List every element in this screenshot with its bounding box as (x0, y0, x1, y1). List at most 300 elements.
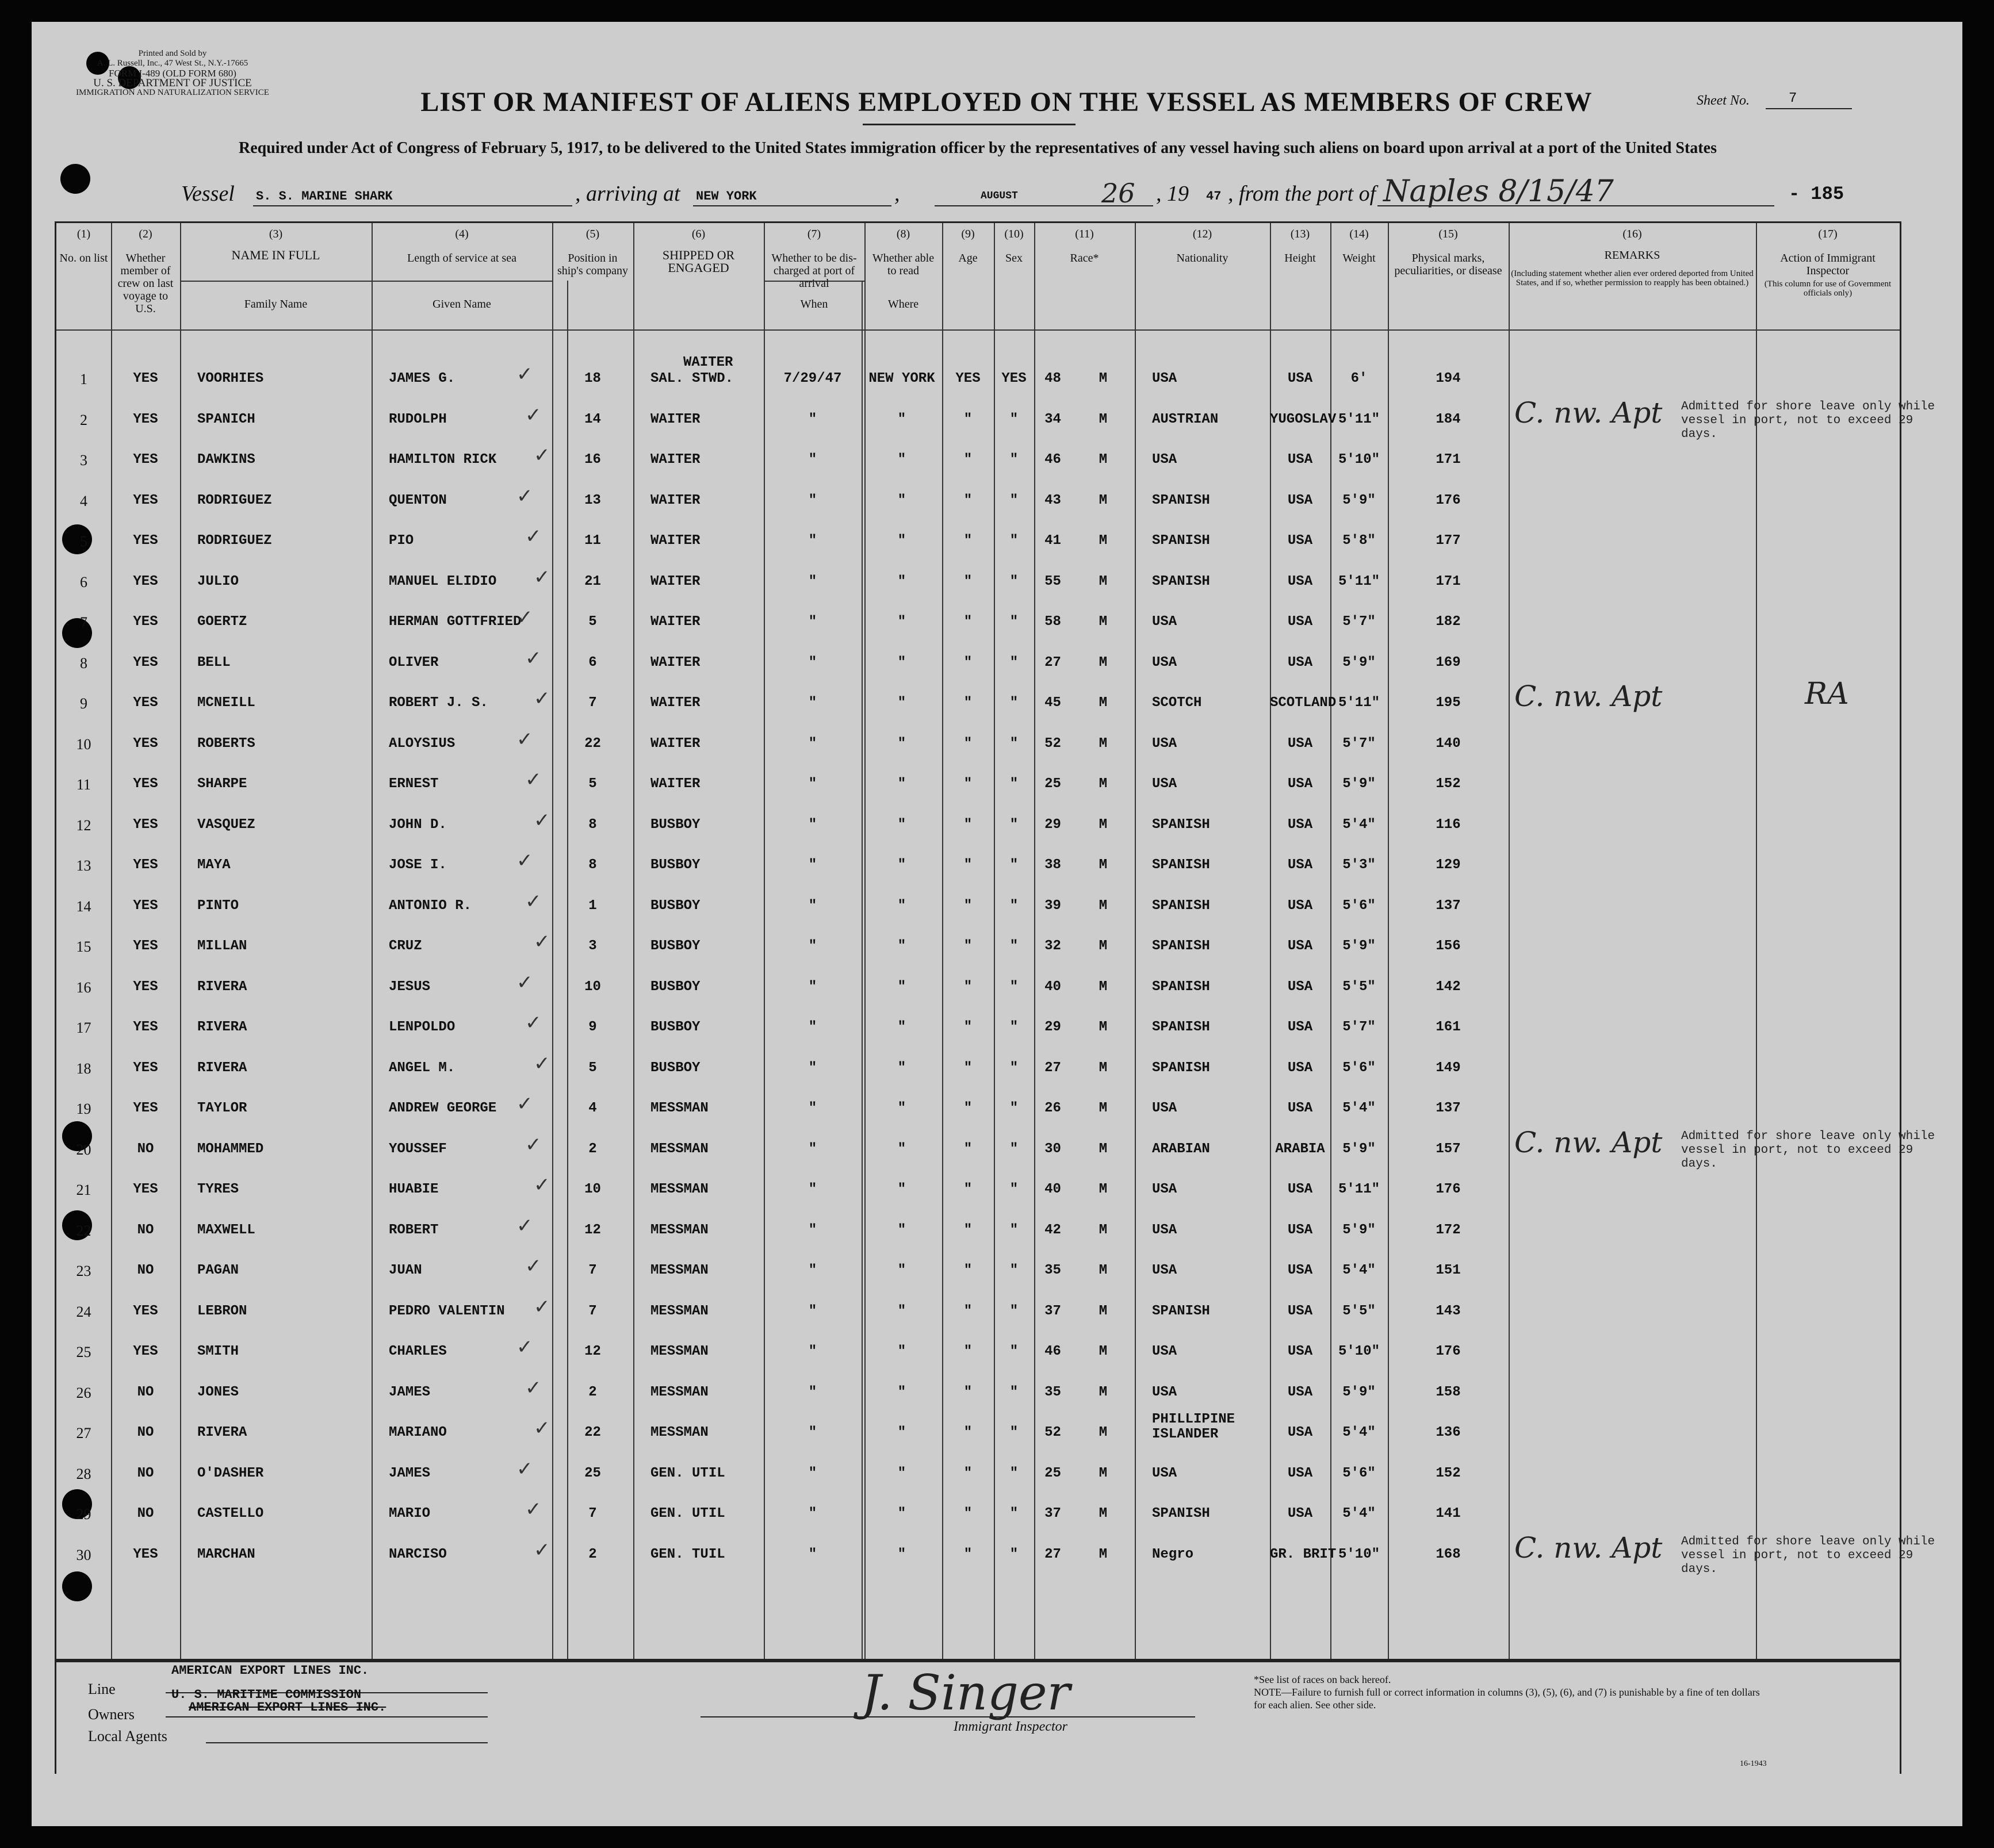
cell-read: " (1009, 979, 1019, 995)
column-number: (6) (691, 228, 706, 240)
column-header: Age (958, 252, 978, 264)
cell-position: WAITER (650, 776, 701, 792)
cell-family: CASTELLO (197, 1506, 264, 1521)
cell-given: ERNEST (389, 776, 439, 792)
cell-service: 22 (584, 1425, 601, 1440)
cell-height: 5'9" (1342, 1384, 1376, 1400)
owners-value-1: U. S. MARITIME COMMISSION (171, 1688, 362, 1702)
cell-weight: 136 (1436, 1425, 1461, 1440)
cell-read: " (1009, 938, 1019, 954)
cell-age: 48 (1044, 371, 1061, 386)
cell-weight: 176 (1436, 1182, 1461, 1197)
cell-sex: M (1099, 695, 1108, 711)
cell-nat: USA (1287, 979, 1313, 995)
cell-age: 29 (1044, 1019, 1061, 1035)
cell-disch: " (963, 938, 973, 954)
cell-height: 5'7" (1342, 735, 1376, 752)
cell-position: MESSMAN (650, 1182, 709, 1197)
action-mark: RA (1805, 677, 1849, 711)
cell-read: " (1009, 1141, 1019, 1157)
remark-stamp: Admitted for shore leave only while vessel in port, not to exceed 29 days. (1681, 1535, 1935, 1576)
inspector-label: Immigrant Inspector (954, 1719, 1067, 1734)
cell-sex: M (1099, 816, 1108, 833)
cell-nat: USA (1287, 816, 1313, 833)
cell-weight: 156 (1436, 938, 1461, 954)
cell-where: " (897, 1465, 906, 1481)
cell-service: 18 (584, 371, 601, 386)
cell-when: " (808, 979, 817, 995)
cell-where: NEW YORK (868, 371, 935, 386)
cell-where: " (897, 1344, 906, 1359)
cell-disch: " (963, 411, 973, 427)
cell-nat: USA (1287, 1344, 1313, 1359)
cell-age: 41 (1044, 533, 1061, 549)
table-row (56, 1372, 1900, 1411)
cell-n: 4 (80, 492, 87, 509)
column-number: (17) (1818, 228, 1838, 240)
cell-where: " (897, 1506, 906, 1521)
cell-sex: M (1099, 1384, 1108, 1400)
cell-family: RIVERA (197, 979, 247, 995)
cell-n: 26 (76, 1384, 91, 1401)
cell-disch: " (963, 857, 973, 873)
cell-when: " (808, 816, 817, 833)
cell-family: SHARPE (197, 776, 247, 792)
cell-sex: M (1099, 898, 1108, 914)
cell-nat: USA (1287, 573, 1313, 589)
cell-when: " (808, 614, 817, 630)
column-header: No. on list (59, 252, 108, 264)
cell-service: 5 (588, 1060, 597, 1076)
cell-crew: YES (133, 1060, 158, 1076)
cell-family: JULIO (197, 573, 239, 589)
column-header: NAME IN FULL (231, 248, 320, 262)
cell-crew: YES (133, 1182, 158, 1197)
cell-when: " (808, 735, 817, 752)
cell-where: " (897, 1182, 906, 1197)
cell-height: 5'10" (1338, 1344, 1380, 1359)
owners-value-2: AMERICAN EXPORT LINES INC. (189, 1700, 386, 1715)
cell-service: 9 (588, 1019, 597, 1035)
cell-position: WAITER (650, 695, 701, 711)
cell-nat: USA (1287, 1101, 1313, 1116)
cell-sex: M (1099, 614, 1108, 630)
cell-disch: " (963, 1263, 973, 1278)
cell-crew: YES (133, 1546, 158, 1562)
cell-nat: USA (1287, 533, 1313, 549)
cell-position: MESSMAN (650, 1101, 709, 1116)
required-notice: Required under Act of Congress of February 5, 1917, to be delivered to the United States immigration officer by the representatives of any vessel having such aliens on board upon arrival at a port of the United States (239, 139, 1717, 157)
cell-read: " (1009, 654, 1019, 670)
check-mark: ✓ (525, 1011, 542, 1034)
cell-read: " (1009, 898, 1019, 914)
cell-position: BUSBOY (650, 898, 701, 914)
cell-crew: NO (137, 1465, 154, 1481)
column-header: Physical marks, peculiarities, or disease (1394, 252, 1502, 277)
cell-position: WAITER (650, 573, 701, 589)
column-number: (13) (1290, 228, 1310, 240)
cell-position: GEN. UTIL (650, 1465, 725, 1481)
cell-height: 5'4" (1342, 1425, 1376, 1440)
title-underline (863, 124, 1076, 125)
column-number: (3) (269, 228, 283, 240)
cell-age: 30 (1044, 1141, 1061, 1157)
table-row (56, 480, 1900, 519)
cell-sex: M (1099, 1222, 1108, 1238)
column-header: Sex (1005, 252, 1023, 264)
cell-age: 37 (1044, 1506, 1061, 1521)
cell-read: " (1009, 1019, 1019, 1035)
cell-sex: M (1099, 533, 1108, 549)
cell-given: JOSE I. (389, 857, 447, 873)
cell-family: LEBRON (197, 1303, 247, 1319)
cell-weight: 171 (1436, 452, 1461, 467)
cell-service: 21 (584, 573, 601, 589)
cell-sex: M (1099, 1182, 1108, 1197)
cell-position: GEN. TUIL (650, 1546, 725, 1562)
cell-disch: " (963, 614, 973, 630)
cell-crew: YES (133, 614, 158, 630)
cell-when: " (808, 1101, 817, 1116)
cell-read: " (1009, 1182, 1019, 1197)
cell-position: WAITER (650, 533, 701, 549)
cell-where: " (897, 1425, 906, 1440)
cell-family: RIVERA (197, 1060, 247, 1076)
cell-read: " (1009, 492, 1019, 508)
from-label: , from the port of (1228, 182, 1376, 206)
column-number: (4) (455, 228, 469, 240)
cell-where: " (897, 898, 906, 914)
cell-given: ANTONIO R. (389, 898, 472, 914)
cell-crew: YES (133, 735, 158, 752)
cell-given: LENPOLDO (389, 1019, 456, 1035)
column-number: (14) (1349, 228, 1369, 240)
footer-note: *See list of races on back hereof. NOTE—Failure to furnish full or correct information in columns (3), (5), (6), and (7) is punishable by a fine of ten dollars for each alien. See other side. (1254, 1674, 1760, 1711)
cell-weight: 129 (1436, 857, 1461, 873)
cell-sex: M (1099, 1060, 1108, 1076)
cell-read: " (1009, 695, 1019, 711)
column-number: (2) (139, 228, 152, 240)
cell-read: " (1009, 776, 1019, 792)
cell-age: 29 (1044, 816, 1061, 833)
cell-read: " (1009, 816, 1019, 833)
cell-given: JOHN D. (389, 816, 447, 833)
cell-nat: USA (1287, 735, 1313, 752)
cell-read: " (1009, 1060, 1019, 1076)
table-row (56, 355, 1900, 397)
cell-when: " (808, 533, 817, 549)
cell-read: " (1009, 1222, 1019, 1238)
cell-given: ANDREW GEORGE (389, 1101, 497, 1116)
cell-age: 52 (1044, 735, 1061, 752)
cell-nat: GR. BRIT (1270, 1546, 1337, 1562)
cell-crew: YES (133, 371, 158, 386)
cell-age: 55 (1044, 573, 1061, 589)
cell-given: CRUZ (389, 938, 422, 954)
cell-n: 10 (76, 735, 91, 753)
cell-service: 5 (588, 776, 597, 792)
cell-height: 5'6" (1342, 898, 1376, 914)
column-number: (11) (1075, 228, 1094, 240)
cell-service: 12 (584, 1344, 601, 1359)
cell-position: SAL. STWD. (650, 371, 734, 386)
cell-disch: " (963, 979, 973, 995)
cell-disch: " (963, 816, 973, 833)
cell-read: " (1009, 1506, 1019, 1521)
cell-nat: USA (1287, 452, 1313, 467)
cell-n: 9 (80, 695, 87, 712)
cell-position: MESSMAN (650, 1263, 709, 1278)
cell-family: MOHAMMED (197, 1141, 264, 1157)
cell-race: SPANISH (1152, 573, 1210, 589)
cell-when: " (808, 573, 817, 589)
column-header: Whether able to read (872, 252, 935, 277)
cell-crew: YES (133, 938, 158, 954)
page-reference: - 185 (1789, 183, 1844, 205)
cell-height: 5'5" (1342, 1303, 1376, 1319)
check-mark: ✓ (516, 971, 533, 994)
check-mark: ✓ (534, 1538, 550, 1562)
cell-position: BUSBOY (650, 857, 701, 873)
cell-given: OLIVER (389, 654, 439, 670)
cell-service: 2 (588, 1546, 597, 1562)
cell-family: TAYLOR (197, 1101, 247, 1116)
column-subheader-given: Given Name (433, 298, 491, 310)
cell-weight: 184 (1436, 411, 1461, 427)
cell-family: VOORHIES (197, 371, 264, 386)
cell-age: 40 (1044, 1182, 1061, 1197)
cell-where: " (897, 654, 906, 670)
cell-weight: 158 (1436, 1384, 1461, 1400)
arriving-label: , arriving at (575, 182, 680, 206)
cell-nat: ARABIA (1275, 1141, 1325, 1157)
cell-given: PIO (389, 533, 414, 549)
cell-crew: YES (133, 411, 158, 427)
cell-sex: M (1099, 938, 1108, 954)
cell-nat: USA (1287, 1303, 1313, 1319)
cell-age: 35 (1044, 1384, 1061, 1400)
cell-position-top: WAITER (683, 355, 733, 370)
cell-race: USA (1152, 452, 1177, 467)
cell-nat: USA (1287, 1019, 1313, 1035)
cell-height: 5'9" (1342, 492, 1376, 508)
table-row (56, 885, 1900, 925)
table-row (56, 1331, 1900, 1370)
local-agents-label: Local Agents (88, 1728, 167, 1745)
cell-family: VASQUEZ (197, 816, 255, 833)
cell-race: SPANISH (1152, 1019, 1210, 1035)
cell-height: 5'3" (1342, 857, 1376, 873)
cell-service: 12 (584, 1222, 601, 1238)
cell-n: 3 (80, 452, 87, 469)
cell-position: GEN. UTIL (650, 1506, 725, 1521)
cell-given: JESUS (389, 979, 431, 995)
cell-service: 25 (584, 1465, 601, 1481)
cell-given: JAMES G. (389, 371, 456, 386)
cell-where: " (897, 1222, 906, 1238)
cell-where: " (897, 492, 906, 508)
cell-sex: M (1099, 411, 1108, 427)
cell-service: 1 (588, 898, 597, 914)
cell-where: " (897, 1384, 906, 1400)
cell-height: 5'9" (1342, 1141, 1376, 1157)
cell-n: 21 (76, 1182, 91, 1198)
cell-sex: M (1099, 1101, 1108, 1116)
cell-crew: YES (133, 776, 158, 792)
table-row (56, 1210, 1900, 1249)
cell-weight: 169 (1436, 654, 1461, 670)
cell-family: DAWKINS (197, 452, 255, 467)
check-mark: ✓ (516, 1092, 533, 1115)
cell-nat: USA (1287, 1263, 1313, 1278)
cell-age: 27 (1044, 1546, 1061, 1562)
cell-crew: NO (137, 1506, 154, 1521)
table-row (56, 1291, 1900, 1330)
column-number: (7) (807, 228, 821, 240)
check-mark: ✓ (534, 930, 550, 953)
column-header: REMARKS (1604, 249, 1660, 262)
cell-read: " (1009, 1465, 1019, 1481)
cell-nat: USA (1287, 1384, 1313, 1400)
cell-race: USA (1152, 1465, 1177, 1481)
cell-when: " (808, 1303, 817, 1319)
cell-when: 7/29/47 (783, 371, 842, 386)
cell-age: 37 (1044, 1303, 1061, 1319)
cell-nat: USA (1287, 938, 1313, 954)
check-mark: ✓ (534, 1052, 550, 1075)
check-mark: ✓ (525, 403, 542, 427)
cell-age: 32 (1044, 938, 1061, 954)
cell-where: " (897, 816, 906, 833)
cell-nat: USA (1287, 898, 1313, 914)
cell-age: 39 (1044, 898, 1061, 914)
cell-height: 5'9" (1342, 938, 1376, 954)
line-label: Line (88, 1681, 116, 1697)
cell-height: 5'4" (1342, 1263, 1376, 1278)
check-mark: ✓ (525, 525, 542, 548)
table-row (56, 723, 1900, 762)
cell-given: ROBERT (389, 1222, 439, 1238)
cell-disch: " (963, 573, 973, 589)
cell-when: " (808, 1546, 817, 1562)
cell-given: JAMES (389, 1465, 431, 1481)
cell-read: " (1009, 614, 1019, 630)
cell-disch: " (963, 1506, 973, 1521)
cell-given: PEDRO VALENTIN (389, 1303, 505, 1319)
cell-position: WAITER (650, 654, 701, 670)
cell-disch: " (963, 898, 973, 914)
cell-weight: 171 (1436, 573, 1461, 589)
cell-service: 2 (588, 1384, 597, 1400)
column-number: (1) (76, 228, 91, 240)
cell-n: 14 (76, 898, 91, 915)
cell-service: 7 (588, 1263, 597, 1278)
cell-height: 5'10" (1338, 452, 1380, 467)
cell-sex: M (1099, 1344, 1108, 1359)
cell-crew: YES (133, 533, 158, 549)
cell-where: " (897, 979, 906, 995)
column-number: (8) (896, 228, 910, 240)
cell-n: 27 (76, 1425, 91, 1441)
cell-race: SPANISH (1152, 1303, 1210, 1319)
column-header: Height (1284, 252, 1316, 264)
table-row (56, 601, 1900, 641)
cell-weight: 182 (1436, 614, 1461, 630)
cell-when: " (808, 1465, 817, 1481)
cell-race: USA (1152, 1182, 1177, 1197)
cell-read: " (1009, 1384, 1019, 1400)
cell-weight: 151 (1436, 1263, 1461, 1278)
cell-service: 8 (588, 857, 597, 873)
cell-given: ALOYSIUS (389, 735, 456, 752)
remark-handwritten: C. nw. Apt (1514, 396, 1663, 430)
cell-n: 22 (76, 1222, 91, 1239)
cell-age: 25 (1044, 776, 1061, 792)
cell-disch: " (963, 1101, 973, 1116)
cell-age: 35 (1044, 1263, 1061, 1278)
cell-age: 46 (1044, 1344, 1061, 1359)
check-mark: ✓ (516, 1457, 533, 1481)
cell-disch: " (963, 695, 973, 711)
cell-given: HAMILTON RICK (389, 452, 497, 467)
cell-where: " (897, 735, 906, 752)
check-mark: ✓ (525, 1376, 542, 1400)
cell-race: SPANISH (1152, 898, 1210, 914)
cell-race: USA (1152, 735, 1177, 752)
cell-when: " (808, 492, 817, 508)
cell-family: MILLAN (197, 938, 247, 954)
cell-n: 13 (76, 857, 91, 874)
cell-when: " (808, 1060, 817, 1076)
cell-crew: YES (133, 1101, 158, 1116)
cell-position: MESSMAN (650, 1141, 709, 1157)
cell-when: " (808, 411, 817, 427)
cell-height: 5'10" (1338, 1546, 1380, 1562)
cell-sex: M (1099, 371, 1108, 386)
cell-sex: M (1099, 654, 1108, 670)
cell-n: 12 (76, 816, 91, 834)
cell-sex: M (1099, 1263, 1108, 1278)
form-code: 16-1943 (1740, 1759, 1767, 1768)
cell-given: JAMES (389, 1384, 431, 1400)
remark-stamp: Admitted for shore leave only while vessel in port, not to exceed 29 days. (1681, 1129, 1935, 1171)
cell-sex: M (1099, 776, 1108, 792)
cell-sex: M (1099, 452, 1108, 467)
cell-height: 5'7" (1342, 614, 1376, 630)
cell-disch: " (963, 654, 973, 670)
cell-service: 7 (588, 695, 597, 711)
table-row (56, 764, 1900, 803)
cell-weight: 172 (1436, 1222, 1461, 1238)
cell-race: USA (1152, 1263, 1177, 1278)
cell-family: RIVERA (197, 1019, 247, 1035)
cell-disch: " (963, 1546, 973, 1562)
table-row (56, 1412, 1900, 1451)
cell-when: " (808, 898, 817, 914)
cell-when: " (808, 1425, 817, 1440)
cell-height: 5'4" (1342, 1101, 1376, 1116)
cell-position: WAITER (650, 492, 701, 508)
cell-age: 27 (1044, 1060, 1061, 1076)
cell-height: 5'4" (1342, 816, 1376, 833)
cell-crew: NO (137, 1263, 154, 1278)
cell-family: MAYA (197, 857, 231, 873)
cell-position: BUSBOY (650, 979, 701, 995)
cell-height: 5'4" (1342, 1506, 1376, 1521)
crew-table (55, 221, 1935, 1662)
cell-weight: 176 (1436, 492, 1461, 508)
cell-disch: " (963, 1425, 973, 1440)
